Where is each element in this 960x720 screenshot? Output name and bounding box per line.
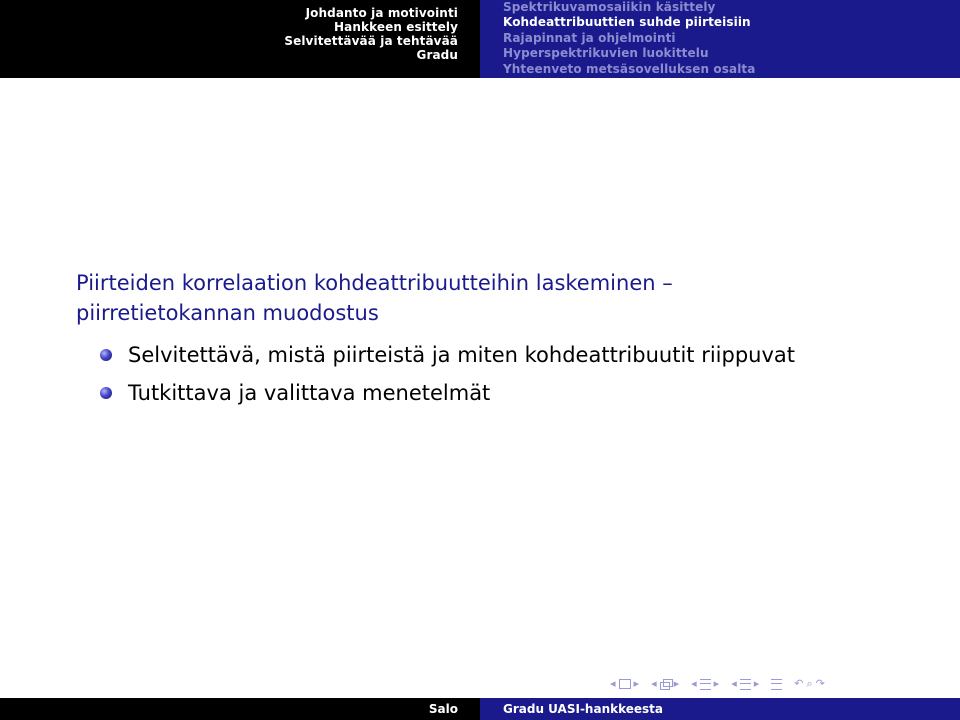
- navigation-symbols: [610, 674, 833, 694]
- subsection-link-5[interactable]: Yhteenveto metsäsovelluksen osalta: [503, 61, 756, 76]
- nav-search-group: [794, 677, 825, 691]
- arrow-left-icon[interactable]: ◂: [651, 677, 657, 690]
- bullet-list: [76, 336, 936, 412]
- section-link-gradu[interactable]: Gradu: [416, 48, 458, 62]
- footer-author: Salo: [0, 698, 480, 720]
- subsection-link-1[interactable]: Spektrikuvamosaiikin käsittely: [503, 0, 716, 14]
- nav-back-icon[interactable]: ↶: [794, 677, 804, 690]
- slide-content: [76, 268, 936, 412]
- bullet-text: Selvitettävä, mistä piirteistä ja miten kohdeattribuutit riippuvat: [128, 343, 795, 367]
- header-bar: [0, 0, 960, 78]
- list-item: [76, 374, 936, 412]
- nav-section-icon[interactable]: [700, 679, 711, 690]
- nav-document-icon[interactable]: [771, 679, 782, 690]
- subsection-link-3[interactable]: Rajapinnat ja ohjelmointi: [503, 30, 676, 45]
- block-title: Piirteiden korrelaation kohdeattribuutteihin laskeminen – piirretietokannan muodostus: [76, 271, 673, 325]
- arrow-left-icon[interactable]: ◂: [691, 677, 697, 690]
- arrow-left-icon[interactable]: ◂: [610, 677, 616, 690]
- arrow-right-icon[interactable]: ▸: [753, 677, 760, 690]
- section-link-selvitettavaa[interactable]: Selvitettävää ja tehtävää: [284, 34, 458, 48]
- subsection-link-2[interactable]: Kohdeattribuuttien suhde piirteisiin: [503, 15, 751, 30]
- footer-bar: [0, 698, 960, 720]
- ball-bullet-icon: [100, 387, 112, 399]
- header-subsections: [480, 0, 960, 78]
- footer-title: Gradu UASI-hankkeesta: [480, 698, 960, 720]
- nav-appendix-icon[interactable]: [740, 679, 751, 690]
- nav-frame-group: [610, 677, 639, 691]
- nav-forward-icon[interactable]: ↷: [815, 677, 825, 690]
- ball-bullet-icon: [100, 349, 112, 361]
- nav-document-group: [771, 679, 782, 690]
- section-link-johdanto[interactable]: Johdanto ja motivointi: [305, 6, 458, 20]
- arrow-right-icon[interactable]: ▸: [713, 677, 720, 690]
- section-link-hanke[interactable]: Hankkeen esittely: [334, 20, 458, 34]
- arrow-left-icon[interactable]: ◂: [731, 677, 737, 690]
- subsection-link-4[interactable]: Hyperspektrikuvien luokittelu: [503, 46, 709, 61]
- arrow-right-icon[interactable]: ▸: [633, 677, 640, 690]
- arrow-right-icon[interactable]: ▸: [673, 677, 680, 690]
- nav-section-group: [691, 677, 719, 691]
- nav-search-icon[interactable]: ⌕: [806, 677, 813, 690]
- nav-appendix-group: [731, 677, 759, 691]
- nav-frame-icon[interactable]: [619, 679, 631, 689]
- list-item: [76, 336, 936, 374]
- nav-subsection-group: [651, 677, 679, 691]
- header-sections: [0, 0, 480, 78]
- bullet-text: Tutkittava ja valittava menetelmät: [128, 381, 491, 405]
- nav-subsection-icon[interactable]: [660, 679, 671, 690]
